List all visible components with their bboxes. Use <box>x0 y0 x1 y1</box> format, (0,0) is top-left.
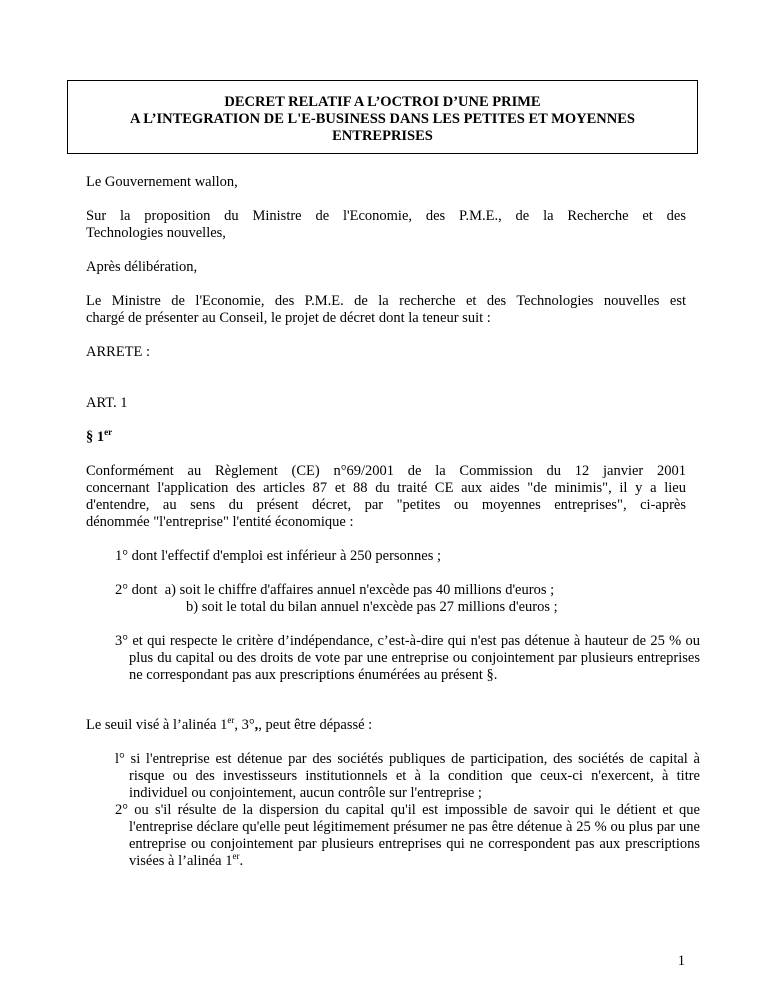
title-line-1: DECRET RELATIF A L’OCTROI D’UNE PRIME <box>224 94 541 110</box>
criterion-1: 1° dont l'effectif d'emploi est inférieur à 250 personnes ; <box>115 548 442 564</box>
section-heading: § 1er <box>86 427 113 445</box>
exception-2: 2° ou s'il résulte de la dispersion du capital qu'il est impossible de savoir qui le détient et que l'entreprise déclare qu'elle peut légitimement présumer ne pas être détenue à 25 % ou plus par une entreprise ou conjointement par plusieurs entreprises qui ne correspondent pas aux prescriptions visées à l’alinéa 1er. <box>115 802 700 869</box>
preamble-minister-line-2: chargé de présenter au Conseil, le projet de décret dont la teneur suit : <box>86 310 491 326</box>
criterion-2a: 2° dont a) soit le chiffre d'affaires annuel n'excède pas 40 millions d'euros ; <box>115 582 555 598</box>
preamble-minister-line-1: Le Ministre de l'Economie, des P.M.E. de la recherche et des Technologies nouvelles est <box>86 293 686 309</box>
exception-1: l° si l'entreprise est détenue par des sociétés publiques de participation, des sociétés de capital à risque ou des investisseurs institutionnels et à la condition que ceux-ci n'exercent, à titre individuel ou conjointement, aucun contrôle sur l'entreprise ; <box>115 751 700 801</box>
page-number: 1 <box>677 953 685 969</box>
preamble-proposal-line-2: Technologies nouvelles, <box>86 225 226 241</box>
criterion-3: 3° et qui respecte le critère d’indépendance, c’est-à-dire qui n'est pas détenue à hauteur de 25 % ou plus du capital ou des droits de vote par une entreprise ou conjointement par plusieurs entreprises ne correspondant pas aux prescriptions énumérées au présent §. <box>115 633 700 683</box>
intro-line-3: d'entendre, au sens du présent décret, par "petites ou moyennes entreprises", ci-après <box>86 497 686 513</box>
preamble-government: Le Gouvernement wallon, <box>86 174 238 190</box>
title-line-2: A L’INTEGRATION DE L'E-BUSINESS DANS LES PETITES ET MOYENNES <box>130 111 635 127</box>
intro-line-4: dénommée "l'entreprise" l'entité économique : <box>86 514 354 530</box>
intro-line-1: Conformément au Règlement (CE) n°69/2001 de la Commission du 12 janvier 2001 <box>86 463 686 479</box>
preamble-arrete: ARRETE : <box>86 344 151 360</box>
article-label: ART. 1 <box>86 395 128 411</box>
document-title-box <box>67 80 698 154</box>
preamble-proposal-line-1: Sur la proposition du Ministre de l'Economie, des P.M.E., de la Recherche et des <box>86 208 686 224</box>
intro-line-2: concernant l'application des articles 87 et 88 du traité CE aux aides "de minimis", il y a lieu <box>86 480 686 496</box>
title-line-3: ENTREPRISES <box>332 128 433 144</box>
preamble-deliberation: Après délibération, <box>86 259 198 275</box>
threshold-sentence: Le seuil visé à l’alinéa 1er, 3°,, peut être dépassé : <box>86 715 373 733</box>
criterion-2b: b) soit le total du bilan annuel n'excède pas 27 millions d'euros ; <box>186 599 558 615</box>
